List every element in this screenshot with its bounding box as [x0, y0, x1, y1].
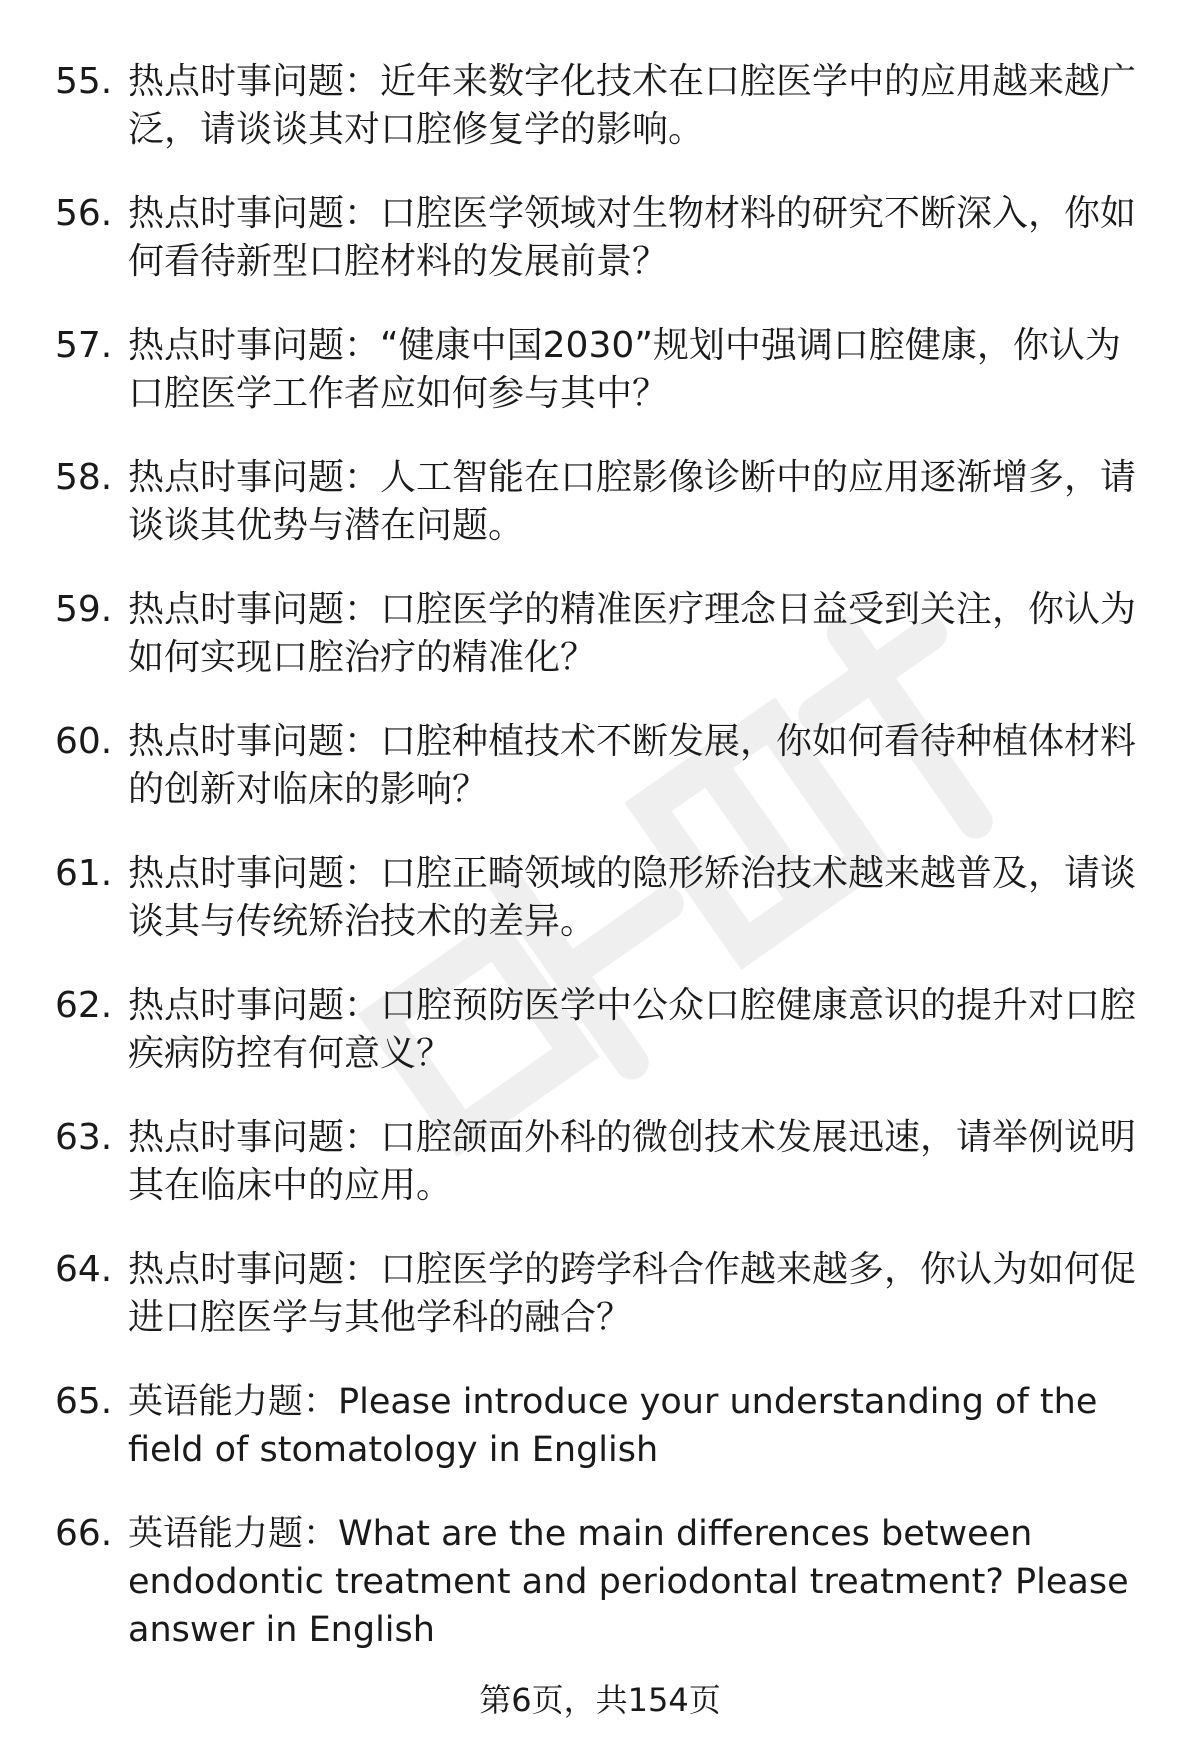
question-text: 热点时事问题：口腔预防医学中公众口腔健康意识的提升对口腔疾病防控有何意义？ — [128, 985, 1137, 1074]
page-footer: 第6页，共154页 — [479, 1681, 721, 1719]
question-text: 热点时事问题：口腔医学的精准医疗理念日益受到关注，你认为如何实现口腔治疗的精准化？ — [128, 589, 1137, 678]
question-item — [55, 322, 1155, 454]
question-text: 热点时事问题：人工智能在口腔影像诊断中的应用逐渐增多，请谈谈其优势与潜在问题。 — [128, 457, 1137, 546]
question-text: 英语能力题：Please introduce your understanding of the field of stomatology in English — [128, 1382, 1098, 1470]
question-text: 热点时事问题：口腔颌面外科的微创技术发展迅速，请举例说明其在临床中的应用。 — [128, 1117, 1137, 1206]
question-item — [55, 1114, 1155, 1246]
question-item — [55, 718, 1155, 850]
question-number: 56. — [55, 193, 113, 234]
question-item — [55, 982, 1155, 1114]
question-item — [55, 58, 1155, 190]
question-item — [55, 1378, 1155, 1510]
question-list — [55, 58, 1155, 1690]
question-number: 60. — [55, 721, 113, 762]
question-item — [55, 454, 1155, 586]
question-text: 热点时事问题：口腔医学的跨学科合作越来越多，你认为如何促进口腔医学与其他学科的融合？ — [128, 1249, 1137, 1338]
question-number: 63. — [55, 1117, 113, 1158]
question-item — [55, 190, 1155, 322]
question-number: 58. — [55, 457, 113, 498]
question-text: 英语能力题：What are the main differences between endodontic treatment and periodontal treatment? Please answer in English — [128, 1514, 1129, 1650]
question-text: 热点时事问题：口腔医学领域对生物材料的研究不断深入，你如何看待新型口腔材料的发展前景？ — [128, 193, 1137, 282]
question-text: 热点时事问题：近年来数字化技术在口腔医学中的应用越来越广泛，请谈谈其对口腔修复学的影响。 — [128, 61, 1137, 150]
question-number: 59. — [55, 589, 113, 630]
question-number: 55. — [55, 61, 113, 102]
question-text: 热点时事问题：“健康中国2030”规划中强调口腔健康，你认为口腔医学工作者应如何参与其中？ — [128, 325, 1121, 414]
question-number: 64. — [55, 1249, 113, 1290]
question-number: 62. — [55, 985, 113, 1026]
question-number: 57. — [55, 325, 113, 366]
question-number: 65. — [55, 1381, 113, 1422]
question-item — [55, 1510, 1155, 1690]
question-text: 热点时事问题：口腔种植技术不断发展，你如何看待种植体材料的创新对临床的影响？ — [128, 721, 1137, 810]
question-number: 61. — [55, 853, 113, 894]
question-number: 66. — [55, 1513, 113, 1554]
question-text: 热点时事问题：口腔正畸领域的隐形矫治技术越来越普及，请谈谈其与传统矫治技术的差异。 — [128, 853, 1137, 942]
question-item — [55, 850, 1155, 982]
question-item — [55, 1246, 1155, 1378]
question-item — [55, 586, 1155, 718]
